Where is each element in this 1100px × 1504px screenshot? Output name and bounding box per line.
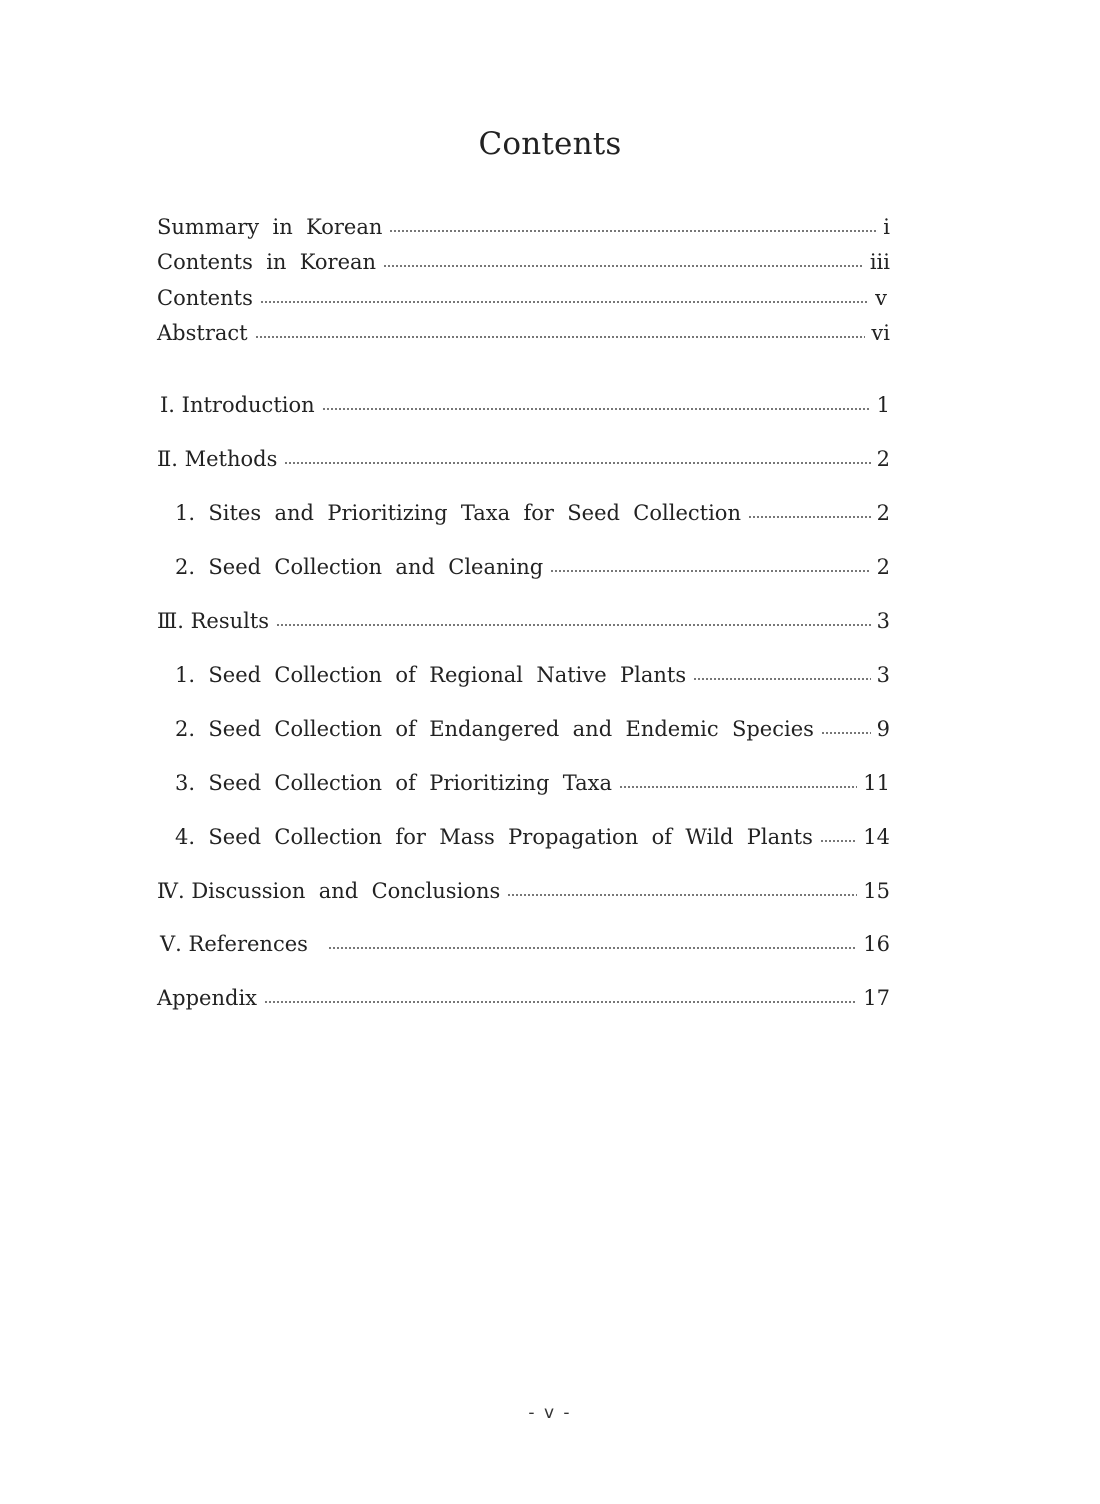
toc-entry-methods[interactable] [157,445,890,473]
toc-entry-page: 11 [863,771,890,795]
dot-leader [260,301,869,303]
toc-entry-page: 15 [863,879,890,903]
toc-entry-label: Summary in Korean [157,215,383,239]
toc-entry-abstract[interactable] [157,319,890,347]
toc-entry-regional-native-plants[interactable] [175,661,890,689]
toc-entry-mass-propagation-of-wild-plants[interactable] [175,823,890,851]
toc-entry-page: 2 [876,447,890,471]
toc-entry-label: Ⅴ. References [160,932,308,956]
toc-entry-label: Ⅰ. Introduction [160,393,315,417]
page-number: - v - [528,1403,572,1423]
toc-entry-results[interactable] [157,607,890,635]
dot-leader [328,947,857,949]
dot-leader [276,624,871,626]
toc-entry-label: Ⅳ. Discussion and Conclusions [157,879,501,903]
toc-entry-contents-in-korean[interactable] [157,248,890,276]
toc-entry-label: Ⅱ. Methods [157,447,278,471]
toc-entry-label: 1. Seed Collection of Regional Native Plants [175,663,687,687]
toc-entry-summary-in-korean[interactable] [157,213,890,241]
toc-entry-contents[interactable] [157,284,887,312]
toc-entry-page: vi [871,321,890,345]
toc-entry-endangered-and-endemic-species[interactable] [175,715,890,743]
page-title: Contents [478,126,622,162]
toc-entry-page: 17 [863,986,890,1010]
toc-entry-label: 2. Seed Collection and Cleaning [175,555,544,579]
toc-entry-page: 9 [876,717,890,741]
dot-leader [255,336,866,338]
toc-entry-label: Ⅲ. Results [157,609,270,633]
toc-entry-page: 3 [876,663,890,687]
toc-entry-page: 3 [876,609,890,633]
dot-leader [322,408,871,410]
dot-leader [619,786,857,788]
dot-leader [284,462,870,464]
toc-entry-page: 1 [876,393,890,417]
dot-leader [383,265,864,267]
toc-entry-sites-and-prioritizing-taxa[interactable] [175,499,890,527]
toc-entry-page: v [875,286,887,310]
toc-entry-seed-collection-and-cleaning[interactable] [175,553,890,581]
toc-entry-label: Contents in Korean [157,250,377,274]
toc-entry-appendix[interactable] [157,984,890,1012]
dot-leader [821,732,871,734]
toc-entry-page: 2 [876,501,890,525]
toc-entry-page: 2 [876,555,890,579]
toc-entry-label: 4. Seed Collection for Mass Propagation of Wild Plants [175,825,813,849]
dot-leader [693,678,870,680]
dot-leader [748,516,871,518]
toc-entry-label: 2. Seed Collection of Endangered and Endemic Species [175,717,814,741]
toc-entry-page: 16 [863,932,890,956]
toc-entry-label: Contents [157,286,253,310]
toc-entry-label: Abstract [157,321,248,345]
toc-entry-page: 14 [863,825,890,849]
toc-entry-references[interactable] [160,930,890,958]
toc-entry-page: i [883,215,890,239]
toc-entry-label: 3. Seed Collection of Prioritizing Taxa [175,771,612,795]
toc-entry-label: 1. Sites and Prioritizing Taxa for Seed Collection [175,501,741,525]
toc-entry-prioritizing-taxa[interactable] [175,769,890,797]
toc-entry-label: Appendix [157,986,258,1010]
toc-entry-introduction[interactable] [160,391,890,419]
dot-leader [507,894,857,896]
dot-leader [264,1001,857,1003]
toc-entry-page: iii [869,250,890,274]
toc-entry-discussion-and-conclusions[interactable] [157,877,890,905]
dot-leader [820,840,857,842]
dot-leader [389,230,877,232]
dot-leader [550,570,870,572]
